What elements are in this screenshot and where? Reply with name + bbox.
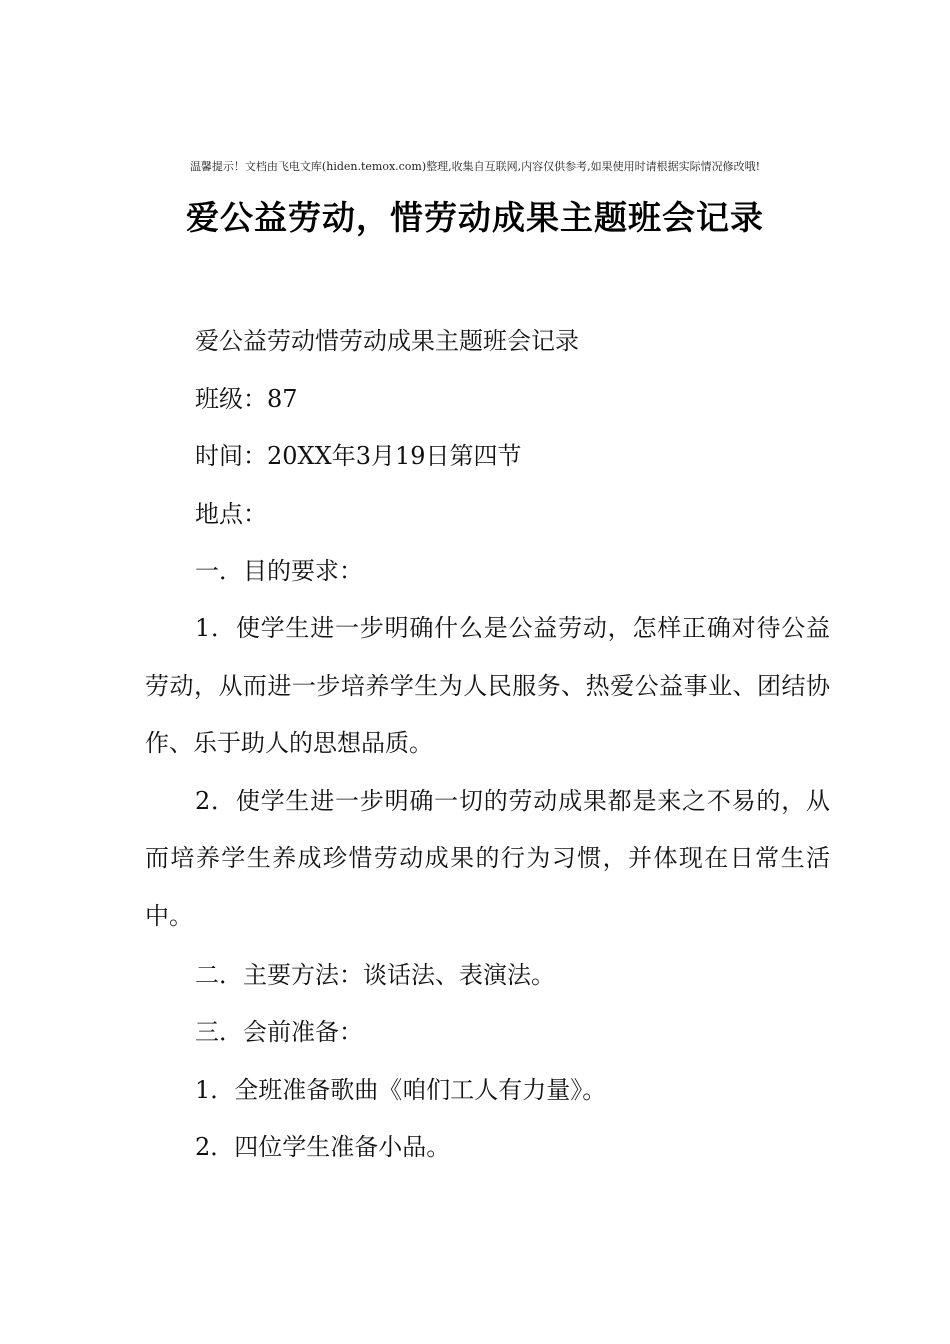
section-heading-preparation: 三．会前准备： [195,1018,363,1047]
time-line: 时间：20XX年3月19日第四节 [195,442,522,471]
body-subtitle: 爱公益劳动惜劳动成果主题班会记录 [195,327,579,355]
place-line: 地点： [195,499,267,528]
section-heading-methods: 二．主要方法：谈话法、表演法。 [195,960,555,989]
goal-paragraph-1: 1．使学生进一步明确什么是公益劳动，怎样正确对待公益劳动，从而进一步培养学生为人民服务、热爱公益事业、团结协作、乐于助人的思想品质。 [145,613,830,758]
document-body [145,318,830,1182]
preparation-item-2: 2．四位学生准备小品。 [195,1133,451,1162]
download-notice: 温馨提示！文档由飞电文库(hiden.temox.com)整理,收集自互联网,内容仅供参考,如果使用时请根据实际情况修改哦! [189,160,761,173]
goal-paragraph-2: 2．使学生进一步明确一切的劳动成果都是来之不易的，从而培养学生养成珍惜劳动成果的行为习惯，并体现在日常生活中。 [145,786,830,930]
class-line: 班级：87 [195,384,298,413]
document-title: 爱公益劳动，惜劳动成果主题班会记录 [186,198,764,237]
preparation-item-1: 1．全班准备歌曲《咱们工人有力量》。 [195,1075,607,1104]
section-heading-goals: 一．目的要求： [195,557,363,586]
